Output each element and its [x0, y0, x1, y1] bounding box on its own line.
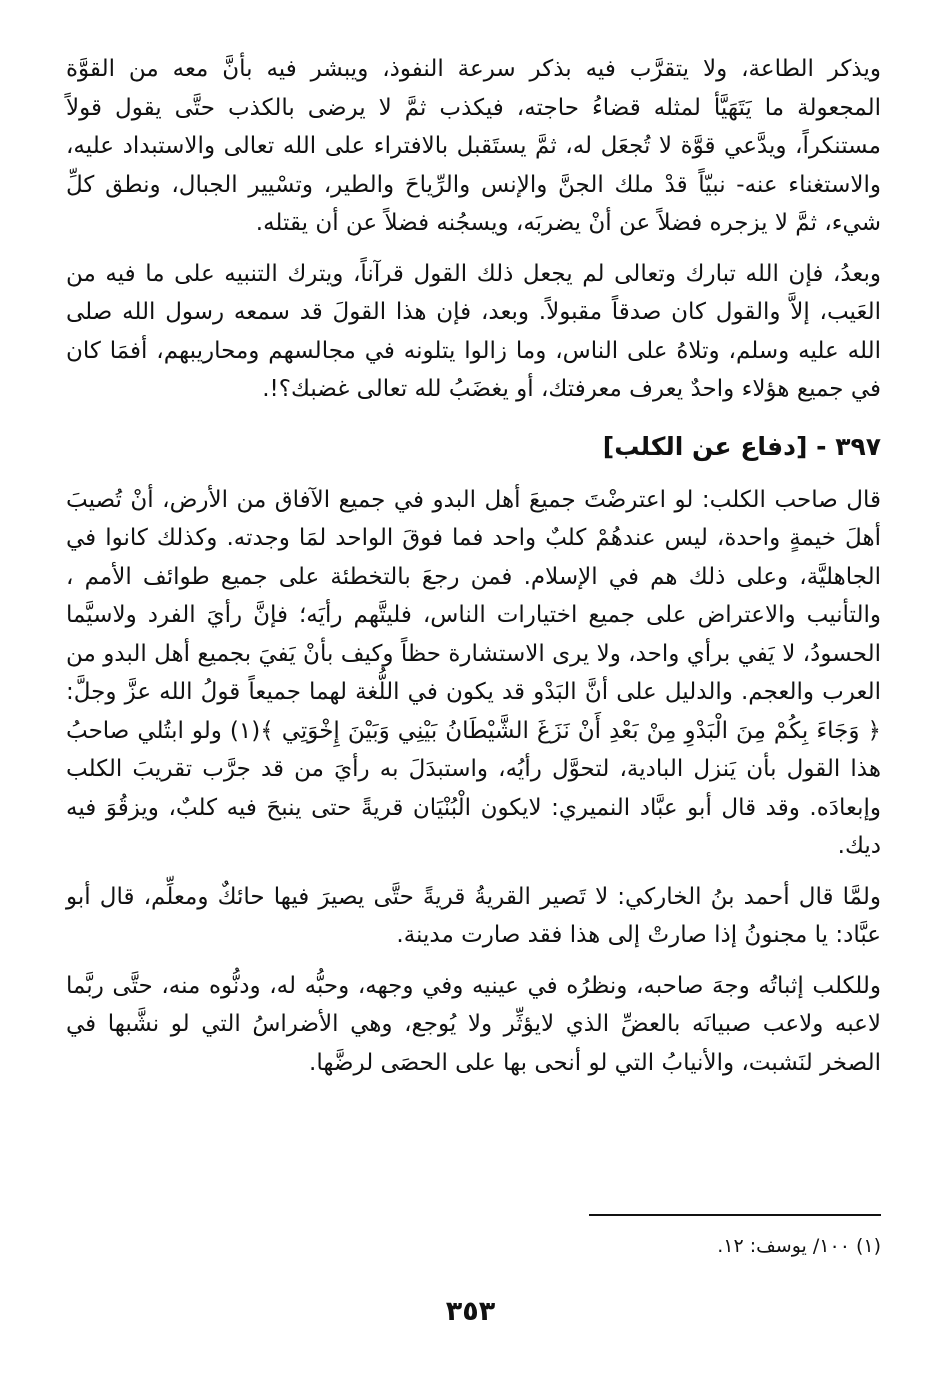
footnote-divider: [589, 1214, 881, 1216]
section-heading: ٣٩٧ - [دفاع عن الكلب]: [602, 431, 881, 461]
paragraph-1: ويذكر الطاعة، ولا يتقرَّب فيه بذكر سرعة النفوذ، ويبشر فيه بأنَّ معه من القوَّة المجعولة ما يَتَهَيَّأ لمثله قضاءُ حاجته، فيكذب ثمَّ لا يرضى بالكذب حتَّى يقول قولاً مستنكراً، ويدَّعي قوَّة لا تُجعَل له، ثمَّ يستَقبل بالافتراء على الله تعالى والاستبداد عليه، والاستغناء عنه- نبيّاً قدْ ملك الجنَّ والإنس والرِّياحَ والطير، وتسْيير الجبال، ونطق كلِّ شيء، ثمَّ لا يزجره فضلاً عن أنْ يضربَه، ويسجُنه فضلاً عن أن يقتله.: [66, 56, 881, 236]
page-body: [66, 50, 881, 1094]
paragraph-2: وبعدُ، فإن الله تبارك وتعالى لم يجعل ذلك القول قرآناً، ويترك التنبيه على ما فيه من العَيب، إلاَّ والقول كان صدقاً مقبولاً. وبعد، فإن هذا القولَ قد سمعه رسول الله صلى الله عليه وسلم، وتلاهُ على الناس، وما زالوا يتلونه في مجالسهم ومحاريبهم، أفمَا كان في جميع هؤلاء واحدٌ يعرف معرفتك، أو يغضَبُ لله تعالى غضبك؟!.: [66, 260, 881, 402]
paragraph-3: قال صاحب الكلب: لو اعترضْتَ جميعَ أهل البدو في جميع الآفاق من الأرض، أنْ تُصيبَ أهلَ خيمةٍ واحدة، ليس عندهُمْ كلبٌ واحد فما فوقَ الواحد لمَا وجدته. وكذلك كانوا في الجاهليَّة، وعلى ذلك هم في الإسلام. فمن رجعَ بالتخطئة على جميع طوائف الأمم ، والتأنيب والاعتراض على جميع اختيارات الناس، فليتَّهم رأيَه؛ فإنَّ رأيَ الفرد ولاسيَّما الحسودُ، لا يَفي برأي واحد، ولا يرى الاستشارة حظاً وكيف بأنْ يَفيَ بجميع أهل البدو من العرب والعجم. والدليل على أنَّ البَدْو قد يكون في اللُّغة لهما جميعاً قولُ الله عزَّ وجلَّ: ﴿ وَجَاءَ بِكُمْ مِنَ الْبَدْوِ مِنْ بَعْدِ أَنْ نَزَغَ الشَّيْطَانُ بَيْنِي وَبَيْنَ إِخْوَتِي ﴾(١) ولو ابتُلي صاحبُ هذا القول بأن يَنزل البادية، لتحوَّل رأيُه، واستبدَلَ به رأيَ من قد جرَّب تقريبَ الكلب وإبعادَه. وقد قال أبو عبَّاد النميري: لايكون الْبُنْيَان قريةً حتى ينبحَ فيه كلبٌ، ويزقُوَ فيه ديك.: [66, 486, 881, 859]
page-number: ٣٥٣: [445, 1296, 496, 1327]
paragraph-4: ولمَّا قال أحمد بنُ الخاركي: لا تَصير القريةُ قريةً حتَّى يصيرَ فيها حائكٌ ومعلِّم، قال أبو عبَّاد: يا مجنونُ إذا صارتْ إلى هذا فقد صارت مدينة.: [66, 883, 881, 948]
paragraph-5: وللكلب إثباتُه وجهَ صاحبه، ونظرُه في عينيه وفي وجهه، وحبُّه له، ودنُّوه منه، حتَّى ربَّما لاعبه ولاعب صبيانَه بالعضِّ الذي لايؤثِّر ولا يُوجع، وهي الأضراسُ التي لو نشَّبها في الصخر لنَشبت، والأنيابُ التي لو أنحى بها على الحصَى لرضَّها.: [66, 972, 881, 1076]
footnote: (١) ١٠٠/ يوسف: ١٢.: [717, 1235, 881, 1257]
